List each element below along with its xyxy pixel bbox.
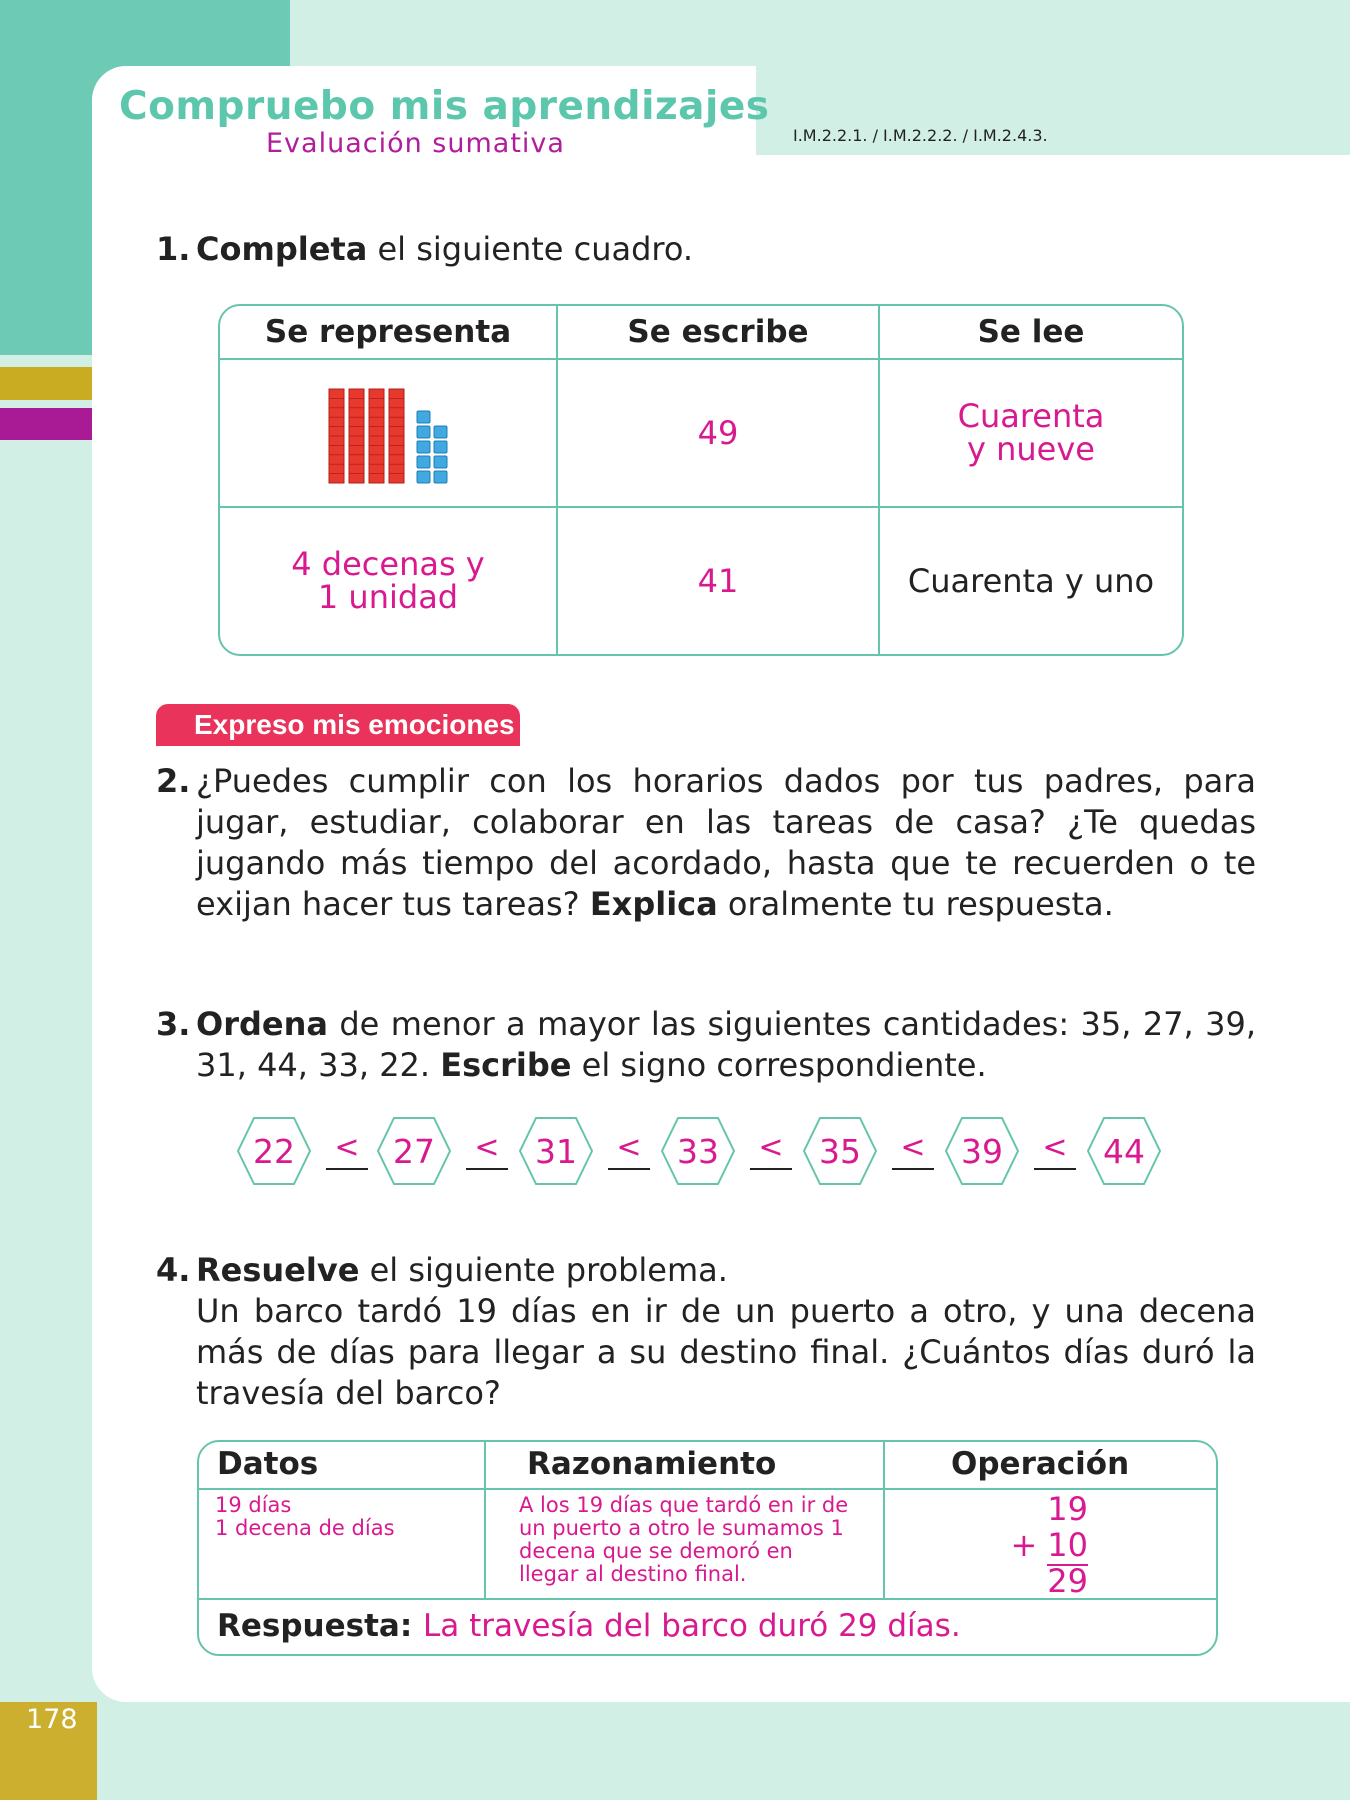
instruction-verb: Completa — [196, 230, 368, 268]
unit-cube — [434, 456, 447, 468]
header-write: Se escribe — [627, 314, 809, 350]
answer-text: La travesía del barco duró 29 días. — [423, 1608, 961, 1644]
written-number-1: 49 — [697, 413, 739, 452]
question-number: 1. — [156, 230, 191, 268]
less-than-sign: < — [608, 1128, 650, 1170]
hexagon-number: 33 — [660, 1116, 736, 1186]
less-than-sign: < — [892, 1128, 934, 1170]
hexagon-number: 31 — [518, 1116, 594, 1186]
question-4: 4. Resuelve el siguiente problema. — [156, 1251, 728, 1289]
read-number-2: Cuarenta y uno — [907, 561, 1155, 600]
unit-cube — [417, 411, 430, 423]
represent-text-2: 4 decenas y 1 unidad — [291, 545, 485, 616]
magenta-stripe — [0, 408, 92, 440]
header-datos: Datos — [217, 1446, 319, 1482]
header-represent: Se representa — [264, 314, 512, 350]
operation-top: 19 — [1047, 1490, 1088, 1528]
hexagon-number: 35 — [802, 1116, 878, 1186]
problem-table — [197, 1440, 1218, 1656]
indicator-codes: I.M.2.2.1. / I.M.2.2.2. / I.M.2.4.3. — [793, 126, 1048, 145]
header-read: Se lee — [977, 314, 1085, 350]
hexagon-number: 27 — [376, 1116, 452, 1186]
hexagon-number: 44 — [1086, 1116, 1162, 1186]
unit-cube — [434, 441, 447, 453]
question-number: 2. — [156, 762, 191, 800]
less-than-sign: < — [750, 1128, 792, 1170]
gold-stripe — [0, 367, 92, 400]
unit-cube — [434, 471, 447, 483]
less-than-sign: < — [1034, 1128, 1076, 1170]
less-than-sign: < — [326, 1128, 368, 1170]
question-3-text: Ordena de menor a mayor las siguientes cantidades: 35, 27, 39, 31, 44, 33, 22. Escribe el signo correspondiente. — [196, 1005, 1256, 1084]
base-ten-blocks — [323, 381, 453, 485]
unit-cube — [417, 471, 430, 483]
place-value-table — [218, 304, 1184, 656]
page-subtitle: Evaluación sumativa — [266, 128, 565, 159]
read-number-1: Cuarenta y nueve — [957, 397, 1105, 468]
operation-addend: + 10 — [1010, 1526, 1088, 1564]
question-number: 3. — [156, 1005, 191, 1043]
unit-cube — [417, 441, 430, 453]
hexagon-number: 39 — [944, 1116, 1020, 1186]
page-number: 178 — [26, 1704, 78, 1735]
answer-label: Respuesta: — [217, 1608, 413, 1644]
written-number-2: 41 — [697, 561, 739, 600]
hexagon-number: 22 — [236, 1116, 312, 1186]
less-than-sign: < — [466, 1128, 508, 1170]
base-ten-blocks-image — [220, 360, 556, 506]
question-2 — [156, 761, 1256, 923]
datos-text: 19 días 1 decena de días — [215, 1493, 395, 1540]
question-number: 4. — [156, 1251, 191, 1289]
instruction-verb: Resuelve — [196, 1251, 360, 1289]
header-razonamiento: Razonamiento — [527, 1446, 777, 1482]
question-2-text: ¿Puedes cumplir con los horarios dados por tus padres, para jugar, estudiar, colaborar en las tareas de casa? ¿Te quedas jugando más tiempo del acordado, hasta que te recuerden o te exijan hacer tus tareas? Explica oralmente tu respuesta. — [196, 762, 1256, 923]
header-operacion: Operación — [951, 1446, 1130, 1482]
razonamiento-text: A los 19 días que tardó en ir de un puerto a otro le sumamos 1 decena que se demoró en llegar al destino final. — [519, 1493, 849, 1586]
unit-cube — [417, 426, 430, 438]
question-3 — [156, 1004, 1256, 1084]
emotions-tag: Expreso mis emociones — [156, 704, 520, 746]
instruction-text: el siguiente cuadro. — [367, 230, 694, 268]
unit-cube — [434, 426, 447, 438]
page-title: Compruebo mis aprendizajes — [119, 84, 770, 129]
unit-cube — [417, 456, 430, 468]
question-1 — [156, 229, 693, 270]
operation-result: 29 — [1047, 1562, 1088, 1600]
